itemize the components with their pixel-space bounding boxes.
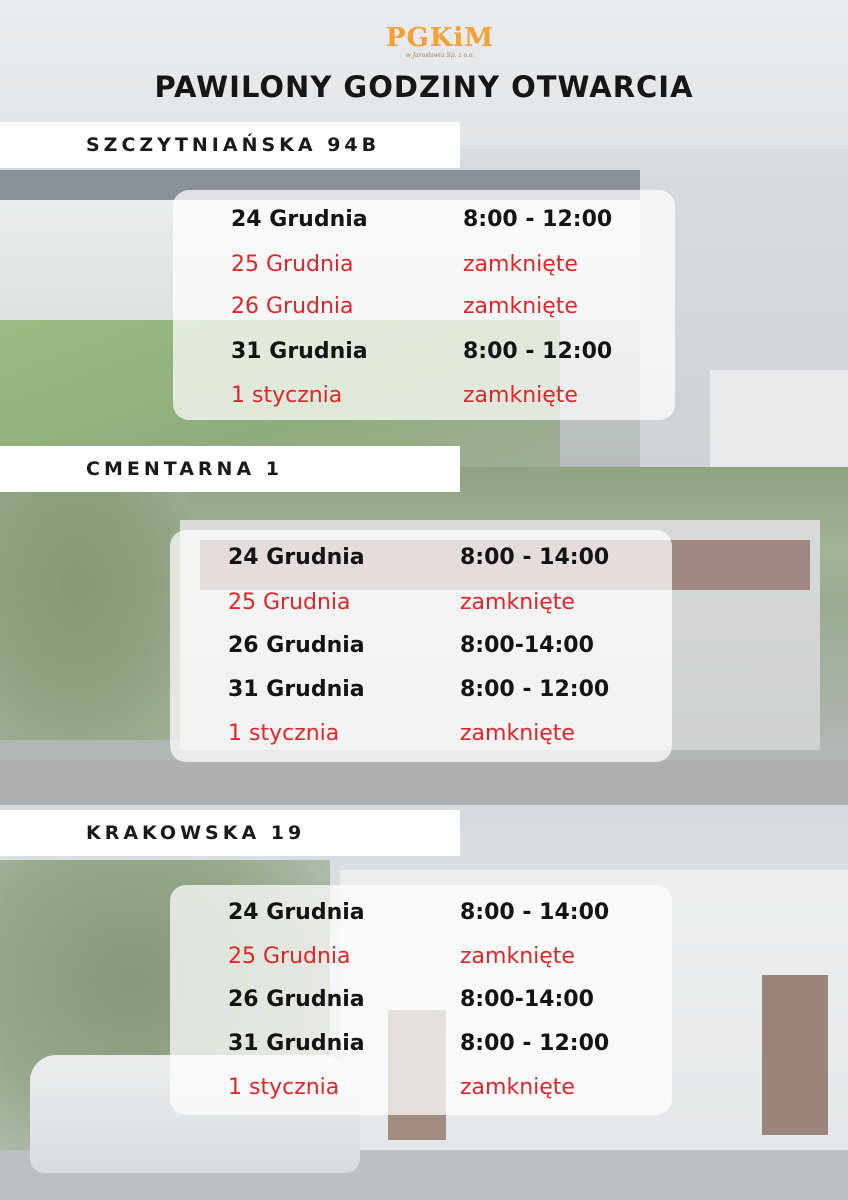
schedule-day: 26 Grudnia <box>228 633 365 658</box>
schedule-row <box>170 980 672 1020</box>
section-label-cmentarna <box>0 446 460 492</box>
schedule-day: 25 Grudnia <box>228 944 351 969</box>
schedule-row <box>173 287 675 327</box>
section-label-szczytnianska <box>0 122 460 168</box>
schedule-row <box>173 245 675 285</box>
schedule-hours: 8:00 - 12:00 <box>460 677 610 702</box>
schedule-day: 31 Grudnia <box>231 339 368 364</box>
schedule-card <box>170 885 672 1115</box>
schedule-day: 24 Grudnia <box>231 207 368 232</box>
schedule-hours: zamknięte <box>460 721 575 746</box>
schedule-day: 24 Grudnia <box>228 545 365 570</box>
company-logo <box>384 24 496 62</box>
schedule-row <box>170 626 672 666</box>
schedule-day: 25 Grudnia <box>231 252 354 277</box>
schedule-hours: zamknięte <box>460 590 575 615</box>
schedule-row <box>170 670 672 710</box>
schedule-card <box>170 530 672 762</box>
section-title: SZCZYTNIAŃSKA 94B <box>86 134 381 156</box>
schedule-day: 1 stycznia <box>228 1075 340 1100</box>
schedule-hours: 8:00-14:00 <box>460 633 594 658</box>
schedule-row <box>173 376 675 416</box>
schedule-hours: 8:00 - 12:00 <box>460 1031 610 1056</box>
section-title: KRAKOWSKA 19 <box>86 822 306 844</box>
schedule-row <box>170 1024 672 1064</box>
schedule-day: 31 Grudnia <box>228 677 365 702</box>
schedule-hours: zamknięte <box>460 1075 575 1100</box>
schedule-day: 24 Grudnia <box>228 900 365 925</box>
schedule-hours: 8:00 - 12:00 <box>463 207 613 232</box>
schedule-hours: 8:00 - 14:00 <box>460 900 610 925</box>
schedule-hours: 8:00-14:00 <box>460 987 594 1012</box>
schedule-hours: zamknięte <box>463 383 578 408</box>
schedule-day: 1 stycznia <box>228 721 340 746</box>
schedule-hours: 8:00 - 14:00 <box>460 545 610 570</box>
schedule-day: 1 stycznia <box>231 383 343 408</box>
schedule-row <box>170 893 672 933</box>
section-title: CMENTARNA 1 <box>86 458 283 480</box>
schedule-day: 26 Grudnia <box>228 987 365 1012</box>
schedule-row <box>170 538 672 578</box>
logo-subtext: w Jarosławiu Sp. z o.o. <box>405 52 475 59</box>
schedule-row <box>170 1068 672 1108</box>
schedule-hours: zamknięte <box>463 294 578 319</box>
schedule-hours: zamknięte <box>460 944 575 969</box>
schedule-row <box>170 714 672 754</box>
schedule-row <box>170 583 672 623</box>
schedule-day: 25 Grudnia <box>228 590 351 615</box>
section-label-krakowska <box>0 810 460 856</box>
schedule-day: 26 Grudnia <box>231 294 354 319</box>
logo-mark: PGKiM <box>385 23 494 53</box>
schedule-card <box>173 190 675 420</box>
page-title: PAWILONY GODZINY OTWARCIA <box>154 70 694 104</box>
schedule-hours: 8:00 - 12:00 <box>463 339 613 364</box>
schedule-row <box>173 200 675 240</box>
schedule-hours: zamknięte <box>463 252 578 277</box>
schedule-row <box>170 937 672 977</box>
schedule-day: 31 Grudnia <box>228 1031 365 1056</box>
schedule-row <box>173 332 675 372</box>
